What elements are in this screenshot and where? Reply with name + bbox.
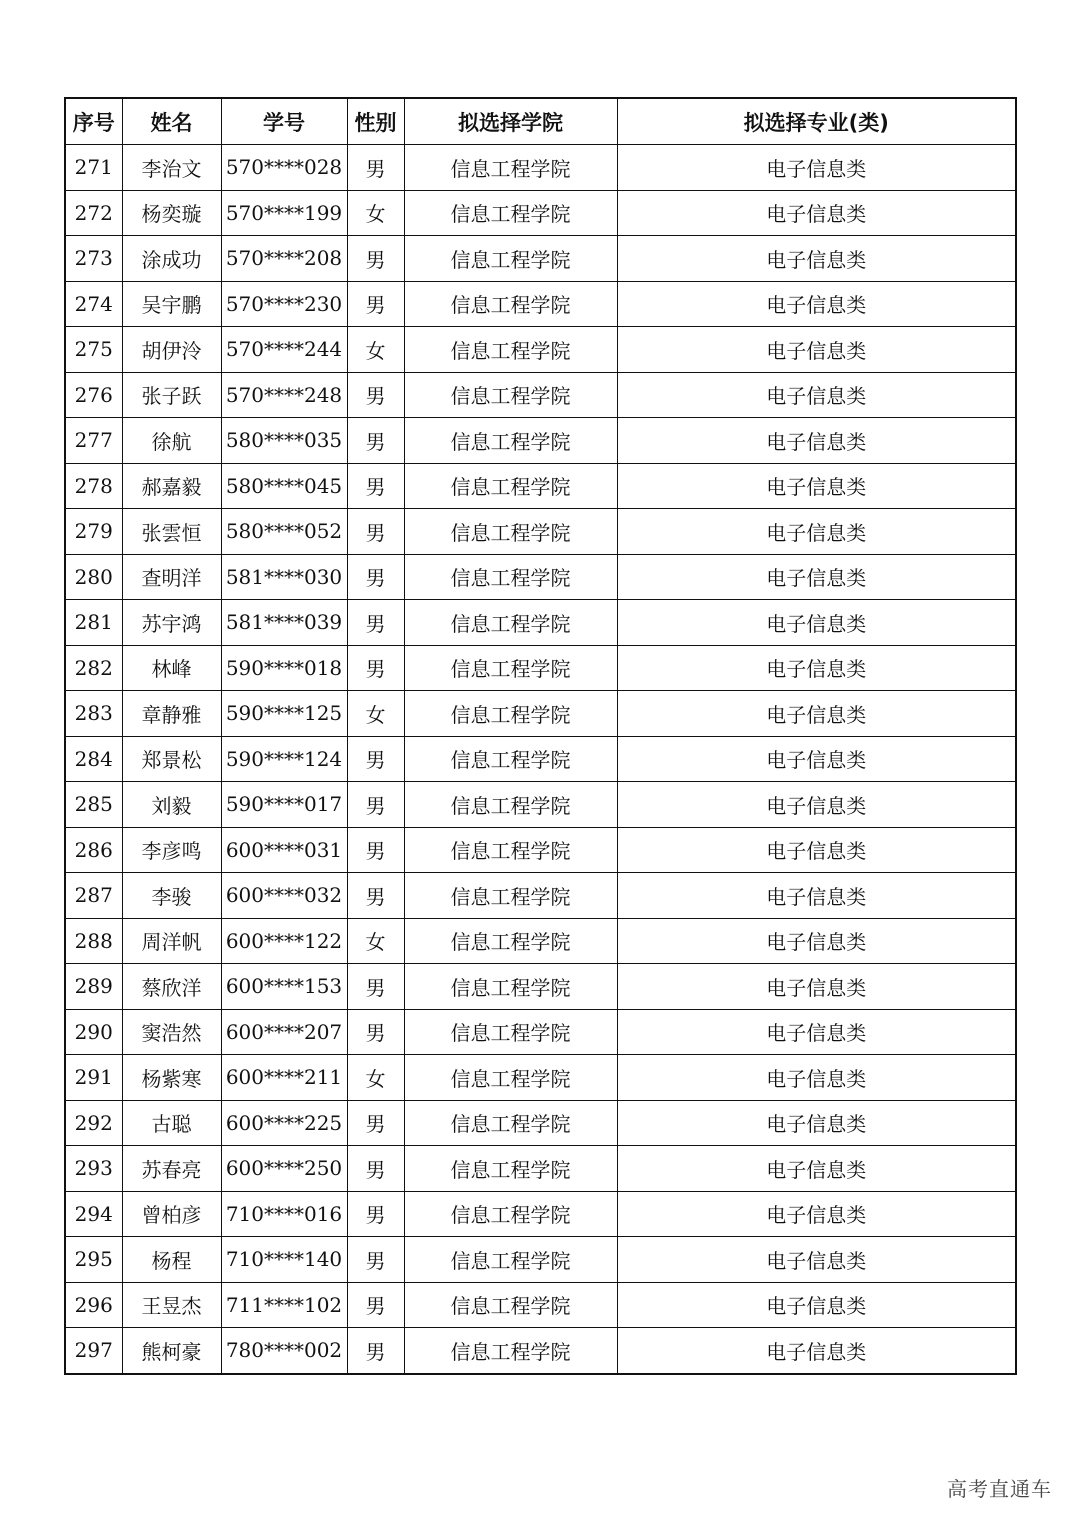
- cell-serial: 272: [65, 190, 122, 236]
- cell-name: 苏春亮: [122, 1146, 221, 1192]
- cell-major: 电子信息类: [617, 1146, 1016, 1192]
- cell-name: 张雲恒: [122, 509, 221, 555]
- cell-serial: 290: [65, 1009, 122, 1055]
- cell-student-id: 600****207: [221, 1009, 347, 1055]
- cell-college: 信息工程学院: [404, 691, 617, 737]
- cell-gender: 女: [347, 327, 404, 373]
- cell-college: 信息工程学院: [404, 645, 617, 691]
- cell-major: 电子信息类: [617, 327, 1016, 373]
- cell-student-id: 570****248: [221, 372, 347, 418]
- cell-student-id: 710****016: [221, 1191, 347, 1237]
- cell-gender: 女: [347, 190, 404, 236]
- cell-serial: 296: [65, 1282, 122, 1328]
- cell-student-id: 580****045: [221, 463, 347, 509]
- cell-serial: 285: [65, 782, 122, 828]
- cell-gender: 男: [347, 782, 404, 828]
- cell-major: 电子信息类: [617, 736, 1016, 782]
- table-row: [65, 736, 1016, 782]
- table-row: [65, 782, 1016, 828]
- header-college: 拟选择学院: [404, 98, 617, 145]
- table-row: [65, 1009, 1016, 1055]
- cell-college: 信息工程学院: [404, 236, 617, 282]
- cell-student-id: 570****244: [221, 327, 347, 373]
- cell-student-id: 600****250: [221, 1146, 347, 1192]
- table-row: [65, 964, 1016, 1010]
- cell-name: 郑景松: [122, 736, 221, 782]
- cell-name: 涂成功: [122, 236, 221, 282]
- cell-name: 杨程: [122, 1237, 221, 1283]
- cell-major: 电子信息类: [617, 873, 1016, 919]
- cell-gender: 男: [347, 554, 404, 600]
- cell-college: 信息工程学院: [404, 190, 617, 236]
- cell-college: 信息工程学院: [404, 1146, 617, 1192]
- cell-student-id: 570****028: [221, 145, 347, 191]
- header-student-id: 学号: [221, 98, 347, 145]
- cell-gender: 女: [347, 691, 404, 737]
- cell-student-id: 710****140: [221, 1237, 347, 1283]
- table-row: [65, 372, 1016, 418]
- cell-student-id: 570****199: [221, 190, 347, 236]
- cell-gender: 男: [347, 418, 404, 464]
- cell-name: 曾柏彦: [122, 1191, 221, 1237]
- header-serial: 序号: [65, 98, 122, 145]
- cell-major: 电子信息类: [617, 1055, 1016, 1101]
- cell-major: 电子信息类: [617, 145, 1016, 191]
- cell-major: 电子信息类: [617, 554, 1016, 600]
- cell-college: 信息工程学院: [404, 782, 617, 828]
- cell-student-id: 581****030: [221, 554, 347, 600]
- cell-name: 李彦鸣: [122, 827, 221, 873]
- cell-student-id: 590****125: [221, 691, 347, 737]
- cell-gender: 男: [347, 827, 404, 873]
- cell-name: 刘毅: [122, 782, 221, 828]
- header-row: [65, 98, 1016, 145]
- cell-major: 电子信息类: [617, 600, 1016, 646]
- table-row: [65, 1146, 1016, 1192]
- cell-serial: 291: [65, 1055, 122, 1101]
- cell-name: 蔡欣洋: [122, 964, 221, 1010]
- cell-major: 电子信息类: [617, 918, 1016, 964]
- cell-name: 胡伊泠: [122, 327, 221, 373]
- table-row: [65, 645, 1016, 691]
- cell-gender: 男: [347, 1100, 404, 1146]
- cell-gender: 男: [347, 1191, 404, 1237]
- table-row: [65, 418, 1016, 464]
- cell-major: 电子信息类: [617, 827, 1016, 873]
- cell-student-id: 590****017: [221, 782, 347, 828]
- cell-major: 电子信息类: [617, 1191, 1016, 1237]
- cell-college: 信息工程学院: [404, 145, 617, 191]
- cell-name: 张子跃: [122, 372, 221, 418]
- cell-gender: 男: [347, 1146, 404, 1192]
- table-row: [65, 873, 1016, 919]
- cell-major: 电子信息类: [617, 691, 1016, 737]
- table-row: [65, 600, 1016, 646]
- cell-college: 信息工程学院: [404, 463, 617, 509]
- table-row: [65, 1237, 1016, 1283]
- table-row: [65, 1191, 1016, 1237]
- table-row: [65, 327, 1016, 373]
- table-row: [65, 509, 1016, 555]
- cell-name: 古聪: [122, 1100, 221, 1146]
- cell-name: 熊柯豪: [122, 1328, 221, 1374]
- cell-gender: 男: [347, 1009, 404, 1055]
- cell-student-id: 581****039: [221, 600, 347, 646]
- cell-serial: 279: [65, 509, 122, 555]
- cell-name: 李治文: [122, 145, 221, 191]
- cell-college: 信息工程学院: [404, 372, 617, 418]
- cell-serial: 282: [65, 645, 122, 691]
- cell-serial: 287: [65, 873, 122, 919]
- cell-college: 信息工程学院: [404, 827, 617, 873]
- cell-student-id: 711****102: [221, 1282, 347, 1328]
- cell-name: 郝嘉毅: [122, 463, 221, 509]
- cell-serial: 283: [65, 691, 122, 737]
- table-row: [65, 145, 1016, 191]
- cell-college: 信息工程学院: [404, 554, 617, 600]
- cell-student-id: 570****230: [221, 281, 347, 327]
- cell-major: 电子信息类: [617, 1282, 1016, 1328]
- table-body: [65, 145, 1016, 1374]
- cell-gender: 男: [347, 145, 404, 191]
- cell-major: 电子信息类: [617, 1009, 1016, 1055]
- cell-serial: 277: [65, 418, 122, 464]
- cell-major: 电子信息类: [617, 281, 1016, 327]
- cell-gender: 男: [347, 1282, 404, 1328]
- cell-serial: 292: [65, 1100, 122, 1146]
- cell-college: 信息工程学院: [404, 1282, 617, 1328]
- cell-student-id: 780****002: [221, 1328, 347, 1374]
- cell-name: 查明洋: [122, 554, 221, 600]
- cell-gender: 女: [347, 1055, 404, 1101]
- cell-name: 吴宇鹏: [122, 281, 221, 327]
- cell-serial: 295: [65, 1237, 122, 1283]
- cell-college: 信息工程学院: [404, 1055, 617, 1101]
- cell-major: 电子信息类: [617, 372, 1016, 418]
- cell-student-id: 600****211: [221, 1055, 347, 1101]
- cell-name: 林峰: [122, 645, 221, 691]
- cell-gender: 男: [347, 236, 404, 282]
- cell-student-id: 590****018: [221, 645, 347, 691]
- cell-college: 信息工程学院: [404, 964, 617, 1010]
- cell-college: 信息工程学院: [404, 281, 617, 327]
- cell-serial: 278: [65, 463, 122, 509]
- cell-student-id: 600****032: [221, 873, 347, 919]
- cell-major: 电子信息类: [617, 1237, 1016, 1283]
- cell-student-id: 600****031: [221, 827, 347, 873]
- cell-student-id: 600****122: [221, 918, 347, 964]
- cell-name: 杨奕璇: [122, 190, 221, 236]
- cell-student-id: 600****153: [221, 964, 347, 1010]
- watermark-text: 高考直通车: [947, 1477, 1052, 1501]
- cell-gender: 男: [347, 463, 404, 509]
- cell-name: 徐航: [122, 418, 221, 464]
- cell-student-id: 590****124: [221, 736, 347, 782]
- cell-gender: 男: [347, 600, 404, 646]
- table-row: [65, 1055, 1016, 1101]
- cell-major: 电子信息类: [617, 418, 1016, 464]
- cell-name: 王昱杰: [122, 1282, 221, 1328]
- cell-serial: 275: [65, 327, 122, 373]
- cell-college: 信息工程学院: [404, 509, 617, 555]
- cell-major: 电子信息类: [617, 463, 1016, 509]
- table-row: [65, 554, 1016, 600]
- cell-name: 苏宇鸿: [122, 600, 221, 646]
- cell-student-id: 580****052: [221, 509, 347, 555]
- cell-college: 信息工程学院: [404, 1100, 617, 1146]
- cell-name: 周洋帆: [122, 918, 221, 964]
- cell-serial: 289: [65, 964, 122, 1010]
- cell-gender: 男: [347, 1237, 404, 1283]
- cell-major: 电子信息类: [617, 236, 1016, 282]
- cell-gender: 男: [347, 645, 404, 691]
- cell-name: 章静雅: [122, 691, 221, 737]
- cell-college: 信息工程学院: [404, 327, 617, 373]
- header-major: 拟选择专业(类): [617, 98, 1016, 145]
- table-row: [65, 827, 1016, 873]
- cell-serial: 293: [65, 1146, 122, 1192]
- cell-serial: 286: [65, 827, 122, 873]
- cell-serial: 288: [65, 918, 122, 964]
- cell-college: 信息工程学院: [404, 1328, 617, 1374]
- table-row: [65, 281, 1016, 327]
- cell-serial: 284: [65, 736, 122, 782]
- cell-serial: 276: [65, 372, 122, 418]
- table-row: [65, 918, 1016, 964]
- cell-college: 信息工程学院: [404, 418, 617, 464]
- cell-student-id: 570****208: [221, 236, 347, 282]
- cell-student-id: 580****035: [221, 418, 347, 464]
- table-row: [65, 1100, 1016, 1146]
- table-row: [65, 1328, 1016, 1374]
- cell-college: 信息工程学院: [404, 1009, 617, 1055]
- cell-gender: 男: [347, 372, 404, 418]
- cell-major: 电子信息类: [617, 190, 1016, 236]
- cell-college: 信息工程学院: [404, 1191, 617, 1237]
- cell-major: 电子信息类: [617, 782, 1016, 828]
- cell-major: 电子信息类: [617, 964, 1016, 1010]
- cell-gender: 男: [347, 281, 404, 327]
- table-row: [65, 190, 1016, 236]
- cell-serial: 281: [65, 600, 122, 646]
- cell-name: 杨紫寒: [122, 1055, 221, 1101]
- cell-college: 信息工程学院: [404, 736, 617, 782]
- table-row: [65, 691, 1016, 737]
- cell-major: 电子信息类: [617, 1100, 1016, 1146]
- cell-gender: 男: [347, 873, 404, 919]
- cell-serial: 280: [65, 554, 122, 600]
- cell-gender: 女: [347, 918, 404, 964]
- cell-college: 信息工程学院: [404, 600, 617, 646]
- cell-gender: 男: [347, 509, 404, 555]
- table-row: [65, 1282, 1016, 1328]
- cell-college: 信息工程学院: [404, 918, 617, 964]
- cell-serial: 274: [65, 281, 122, 327]
- cell-student-id: 600****225: [221, 1100, 347, 1146]
- cell-gender: 男: [347, 736, 404, 782]
- cell-college: 信息工程学院: [404, 1237, 617, 1283]
- header-gender: 性别: [347, 98, 404, 145]
- student-roster-table: [64, 97, 1017, 1375]
- cell-name: 李骏: [122, 873, 221, 919]
- cell-gender: 男: [347, 1328, 404, 1374]
- cell-serial: 271: [65, 145, 122, 191]
- cell-major: 电子信息类: [617, 1328, 1016, 1374]
- header-name: 姓名: [122, 98, 221, 145]
- cell-serial: 294: [65, 1191, 122, 1237]
- cell-serial: 273: [65, 236, 122, 282]
- cell-name: 窦浩然: [122, 1009, 221, 1055]
- cell-serial: 297: [65, 1328, 122, 1374]
- table-row: [65, 236, 1016, 282]
- cell-gender: 男: [347, 964, 404, 1010]
- table-row: [65, 463, 1016, 509]
- cell-college: 信息工程学院: [404, 873, 617, 919]
- cell-major: 电子信息类: [617, 509, 1016, 555]
- cell-major: 电子信息类: [617, 645, 1016, 691]
- table-header: [65, 98, 1016, 145]
